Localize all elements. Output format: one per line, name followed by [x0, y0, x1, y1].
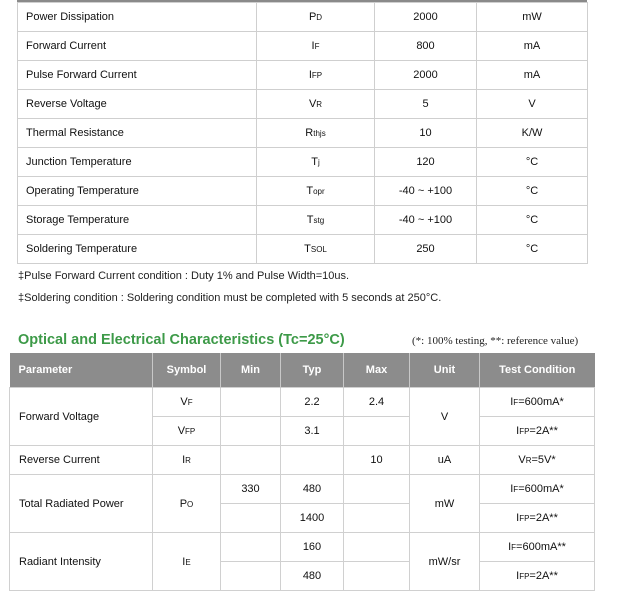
symbol-cell: [257, 148, 375, 177]
unit-cell: mW: [410, 475, 480, 533]
typ-cell: 480: [281, 475, 344, 504]
forward-voltage-label: Forward Voltage: [10, 388, 153, 446]
test-main: I: [510, 483, 514, 495]
value-cell: 250: [375, 235, 477, 264]
parameter-cell: Pulse Forward Current: [18, 61, 257, 90]
min-cell: 330: [221, 475, 281, 504]
max-cell: [344, 504, 410, 533]
table-row: [10, 446, 595, 475]
symbol-main: P: [179, 497, 188, 510]
header-parameter: Parameter: [10, 353, 153, 388]
table-row: [10, 475, 595, 504]
unit-cell: mA: [477, 32, 588, 61]
symbol-sub: FP: [311, 70, 323, 80]
test-sub: F: [513, 485, 519, 494]
test-main: I: [516, 570, 520, 582]
max-cell: [344, 562, 410, 591]
header-test-condition: Test Condition: [480, 353, 595, 388]
test-sub: F: [513, 398, 519, 407]
table-header-row: [10, 353, 595, 388]
max-cell: [344, 475, 410, 504]
symbol-cell: [257, 206, 375, 235]
parameter-cell: Operating Temperature: [18, 177, 257, 206]
absolute-max-ratings-table: [17, 2, 588, 264]
symbol-main: T: [306, 184, 314, 197]
value-cell: -40 ~ +100: [375, 206, 477, 235]
table-row: [18, 148, 588, 177]
parameter-cell: Power Dissipation: [18, 3, 257, 32]
pulse-condition-note: ‡Pulse Forward Current condition : Duty 1% and Pulse Width=10us.: [18, 270, 350, 282]
symbol-main: V: [308, 97, 317, 110]
parameter-cell: Thermal Resistance: [18, 119, 257, 148]
min-cell: [221, 388, 281, 417]
symbol-sub: F: [187, 398, 193, 407]
test-rest: =5V*: [531, 454, 556, 466]
symbol-sub: E: [185, 557, 191, 567]
header-symbol: Symbol: [153, 353, 221, 388]
test-cell: [480, 504, 595, 533]
test-rest: =600mA*: [518, 483, 564, 495]
value-cell: 2000: [375, 61, 477, 90]
min-cell: [221, 446, 281, 475]
symbol-cell: [257, 119, 375, 148]
test-cell: [480, 475, 595, 504]
unit-cell: V: [477, 90, 588, 119]
value-cell: 120: [375, 148, 477, 177]
unit-cell: mA: [477, 61, 588, 90]
symbol-main: V: [177, 425, 186, 437]
test-cell: [480, 417, 595, 446]
section-footnote: (*: 100% testing, **: reference value): [412, 335, 579, 347]
section-title: Optical and Electrical Characteristics (Tc=25°C): [18, 332, 345, 348]
test-rest: =600mA*: [518, 396, 564, 408]
symbol-main: I: [182, 555, 186, 568]
symbol-cell: [153, 475, 221, 533]
unit-cell: °C: [477, 148, 588, 177]
test-sub: FP: [519, 572, 530, 581]
typ-cell: 2.2: [281, 388, 344, 417]
symbol-main: T: [311, 155, 318, 168]
reverse-current-label: Reverse Current: [10, 446, 153, 475]
header-min: Min: [221, 353, 281, 388]
table-row: [18, 235, 588, 264]
test-main: I: [508, 541, 512, 553]
min-cell: [221, 417, 281, 446]
symbol-sub: R: [185, 456, 191, 465]
symbol-main: I: [311, 39, 315, 52]
symbol-sub: R: [316, 99, 323, 109]
unit-cell: mW: [477, 3, 588, 32]
optical-electrical-table: [9, 353, 595, 591]
table-row: [18, 32, 588, 61]
table-row: [18, 3, 588, 32]
symbol-cell: [153, 388, 221, 417]
typ-cell: 3.1: [281, 417, 344, 446]
test-cell: [480, 446, 595, 475]
value-cell: 5: [375, 90, 477, 119]
unit-cell: °C: [477, 206, 588, 235]
table-row: [10, 533, 595, 562]
symbol-main: T: [306, 213, 314, 226]
max-cell: 2.4: [344, 388, 410, 417]
symbol-sub: opr: [313, 186, 325, 196]
max-cell: [344, 533, 410, 562]
symbol-main: V: [180, 396, 188, 408]
min-cell: [221, 562, 281, 591]
symbol-main: I: [308, 68, 312, 81]
symbol-cell: [257, 61, 375, 90]
symbol-sub: j: [317, 157, 320, 167]
header-typ: Typ: [281, 353, 344, 388]
soldering-condition-note: ‡Soldering condition : Soldering condition must be completed with 5 seconds at 250°C.: [18, 292, 442, 304]
parameter-cell: Reverse Voltage: [18, 90, 257, 119]
symbol-cell: [257, 90, 375, 119]
typ-cell: 1400: [281, 504, 344, 533]
table-row: [18, 177, 588, 206]
symbol-cell: [257, 235, 375, 264]
min-cell: [221, 504, 281, 533]
radiated-power-label: Total Radiated Power: [10, 475, 153, 533]
header-max: Max: [344, 353, 410, 388]
parameter-cell: Soldering Temperature: [18, 235, 257, 264]
min-cell: [221, 533, 281, 562]
table-row: [18, 90, 588, 119]
symbol-cell: [153, 417, 221, 446]
max-cell: [344, 417, 410, 446]
parameter-cell: Forward Current: [18, 32, 257, 61]
test-main: I: [510, 396, 514, 408]
typ-cell: 480: [281, 562, 344, 591]
max-cell: 10: [344, 446, 410, 475]
symbol-cell: [153, 533, 221, 591]
test-rest: =2A**: [529, 425, 558, 437]
symbol-main: R: [305, 126, 314, 139]
symbol-sub: D: [316, 12, 323, 22]
table-row: [18, 206, 588, 235]
test-main: I: [516, 425, 520, 437]
symbol-main: T: [304, 242, 311, 255]
test-rest: =2A**: [529, 570, 558, 582]
test-sub: F: [511, 543, 517, 552]
symbol-cell: [257, 177, 375, 206]
value-cell: 10: [375, 119, 477, 148]
symbol-cell: [257, 32, 375, 61]
table-row: [18, 119, 588, 148]
test-sub: FP: [519, 514, 530, 523]
table-row: [18, 61, 588, 90]
symbol-main: P: [308, 10, 317, 23]
typ-cell: [281, 446, 344, 475]
unit-cell: K/W: [477, 119, 588, 148]
value-cell: -40 ~ +100: [375, 177, 477, 206]
symbol-cell: [153, 446, 221, 475]
test-cell: [480, 533, 595, 562]
radiant-intensity-label: Radiant Intensity: [10, 533, 153, 591]
test-main: I: [516, 512, 520, 524]
symbol-sub: stg: [313, 215, 325, 225]
unit-cell: °C: [477, 177, 588, 206]
unit-cell: °C: [477, 235, 588, 264]
header-unit: Unit: [410, 353, 480, 388]
symbol-sub: O: [187, 499, 194, 509]
test-cell: [480, 388, 595, 417]
typ-cell: 160: [281, 533, 344, 562]
absolute-max-ratings-body: [18, 3, 588, 264]
test-rest: =600mA**: [516, 541, 566, 553]
table-row: [10, 388, 595, 417]
symbol-sub: FP: [185, 427, 196, 436]
symbol-main: I: [182, 454, 186, 466]
unit-cell: mW/sr: [410, 533, 480, 591]
test-sub: R: [525, 456, 532, 465]
symbol-sub: SOL: [310, 244, 327, 254]
unit-cell: uA: [410, 446, 480, 475]
value-cell: 800: [375, 32, 477, 61]
value-cell: 2000: [375, 3, 477, 32]
test-main: V: [518, 454, 526, 466]
symbol-sub: F: [314, 41, 320, 51]
test-cell: [480, 562, 595, 591]
test-sub: FP: [519, 427, 530, 436]
unit-cell: V: [410, 388, 480, 446]
symbol-sub: thjs: [313, 128, 326, 138]
symbol-cell: [257, 3, 375, 32]
test-rest: =2A**: [529, 512, 558, 524]
parameter-cell: Storage Temperature: [18, 206, 257, 235]
parameter-cell: Junction Temperature: [18, 148, 257, 177]
